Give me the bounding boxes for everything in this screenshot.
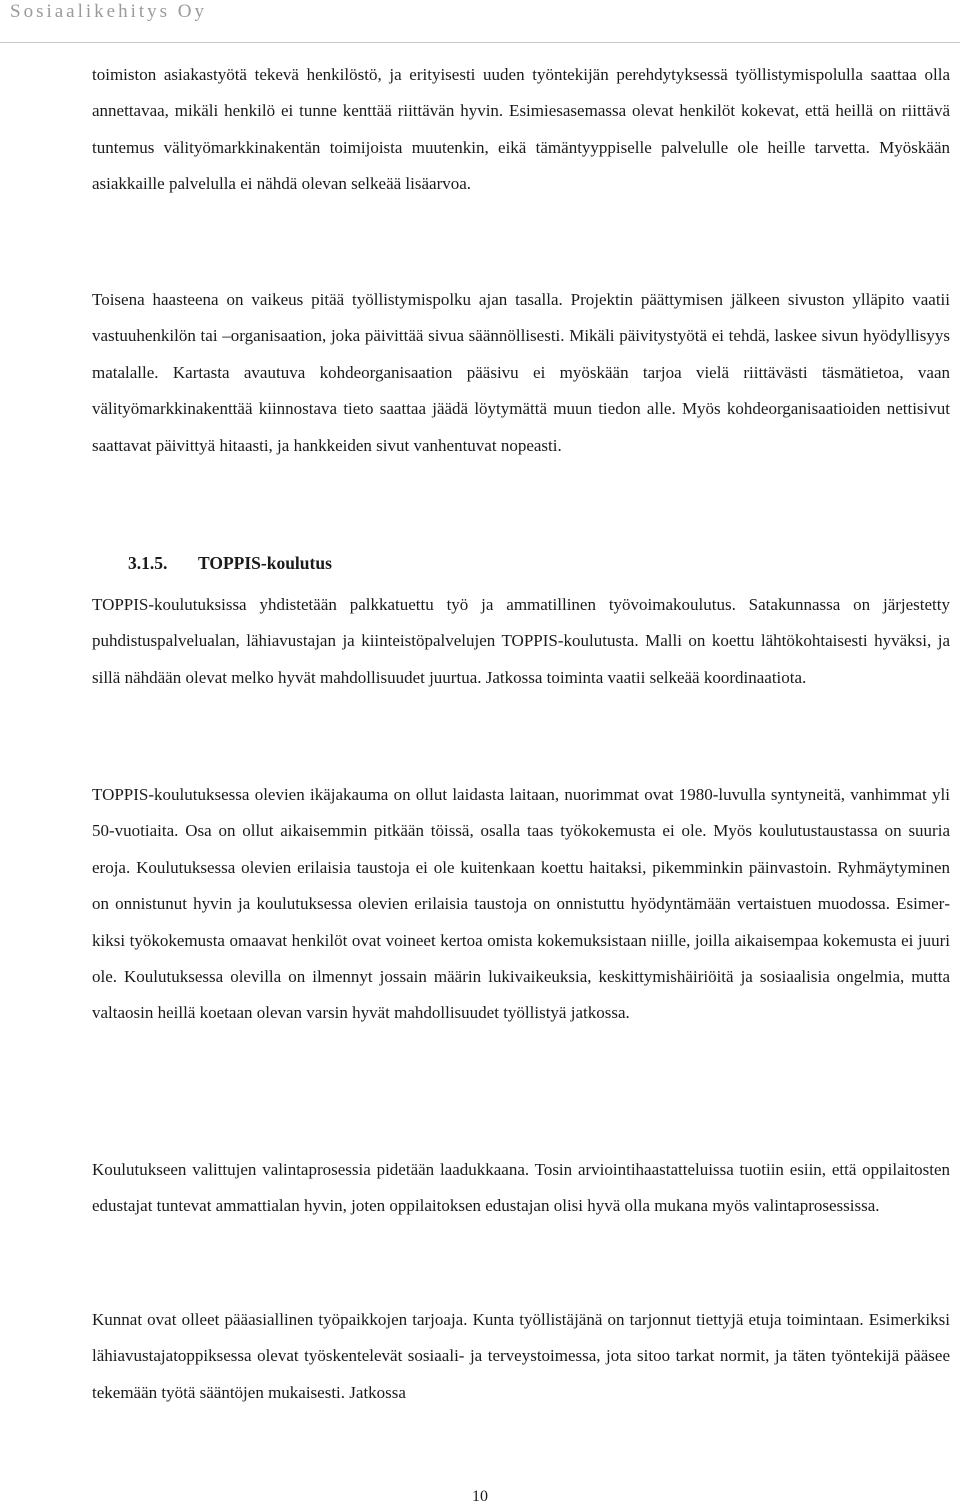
paragraph-6: Kunnat ovat olleet pääasiallinen työpaikkojen tarjoaja. Kunta työllistäjänä on tarjonnut tiettyjä etuja toimintaan. Esimerkiksi lähiavustajatoppiksessa olevat työskentelevät sosiaali- ja terveystoimessa, jota sitoo tarkat normit, ja täten työntekijä pääsee tekemään työtä sääntöjen mukaisesti. Jatkossa [92,1310,950,1402]
paragraph-3: TOPPIS-koulutuksissa yhdistetään palkkatuettu työ ja ammatillinen työvoimakoulutus. Satakunnassa on järjestetty puhdistuspalvelualan, lähiavustajan ja kiinteistöpalvelujen TOPPIS-koulutusta. Malli on koettu lähtökohtaisesti hyväksi, ja sillä nähdään olevat melko hyvät mahdollisuudet juurtua. Jatkossa toiminta vaatii selkeää koordinaatiota. [92,595,950,687]
paragraph-5: Koulutukseen valittujen valintaprosessia pidetään laadukkaana. Tosin arviointihaastatteluissa tuotiin esiin, että oppilaitosten edustajat tuntevat ammattialan hyvin, joten oppilaitoksen edustajan olisi hyvä olla mukana myös valintaprosessissa. [92,1160,950,1216]
section-number: 3.1.5. [128,553,168,573]
paragraph-2: Toisena haasteena on vaikeus pitää työllistymispolku ajan tasalla. Projektin päättymisen jälkeen sivuston ylläpito vaatii vastuuhenkilön tai –organisaation, joka päivittää sivua säännöllisesti. Mikäli päivitystyötä ei tehdä, laskee sivun hyödyllisyys matalalle. Kartasta avautuva kohdeorganisaation pääsivu ei myöskään tarjoa vielä riittävästi täsmätietoa, vaan välityömarkkinakenttää kiinnostava tieto saattaa jäädä löytymättä muun tiedon alle. Myös kohdeorganisaatioiden nettisivut saattavat päivittyä hitaasti, ja hankkeiden sivut vanhentuvat nopeasti. [92,290,950,455]
page-header [0,0,960,43]
page-number: 10 [472,1488,488,1505]
paragraph-1: toimiston asiakastyötä tekevä henkilöstö, ja erityisesti uuden työntekijän perehdytyksessä työllistymispolulla saattaa olla annettavaa, mikäli henkilö ei tunne kenttää riittävän hyvin. Esimiesasemassa olevat henkilöt kokevat, että heillä on riittävä tuntemus välityömarkkinakentän toimijoista muutenkin, eikä tämäntyyppiselle palvelulle ole heille tarvetta. Myöskään asiakkaille palvelulla ei nähdä olevan selkeää lisäarvoa. [92,65,950,194]
paragraph-4: TOPPIS-koulutuksessa olevien ikäjakauma on ollut laidasta laitaan, nuorimmat ovat 1980-luvulla syntyneitä, vanhimmat yli 50-vuotiaita. Osa on ollut aikaisemmin pitkään töissä, osalla taas työkokemusta ei ole. Myös koulutustaustassa on suuria eroja. Koulutuksessa olevien erilaisia taustoja ei ole kuitenkaan koettu haitaksi, pikemminkin päinvastoin. Ryhmäytyminen on onnistunut hyvin ja koulutuksessa olevien erilaisia taustoja on onnistuttu hyödyntämään vertaistuen muodossa. Esimerkiksi työkokemusta omaavat henkilöt ovat voineet kertoa omista kokemuksistaan niille, joilla aikaisempaa kokemusta ei juuri ole. Koulutuksessa olevilla on ilmennyt jossain määrin lukivaikeuksia, keskittymishäiriöitä ja sosiaalisia ongelmia, mutta valtaosin heillä koetaan olevan varsin hyvät mahdollisuudet työllistyä jatkossa. [92,785,950,1023]
section-title: TOPPIS-koulutus [198,553,332,573]
section-heading [128,553,332,574]
header-title: Sosiaalikehitys Oy [10,1,208,22]
